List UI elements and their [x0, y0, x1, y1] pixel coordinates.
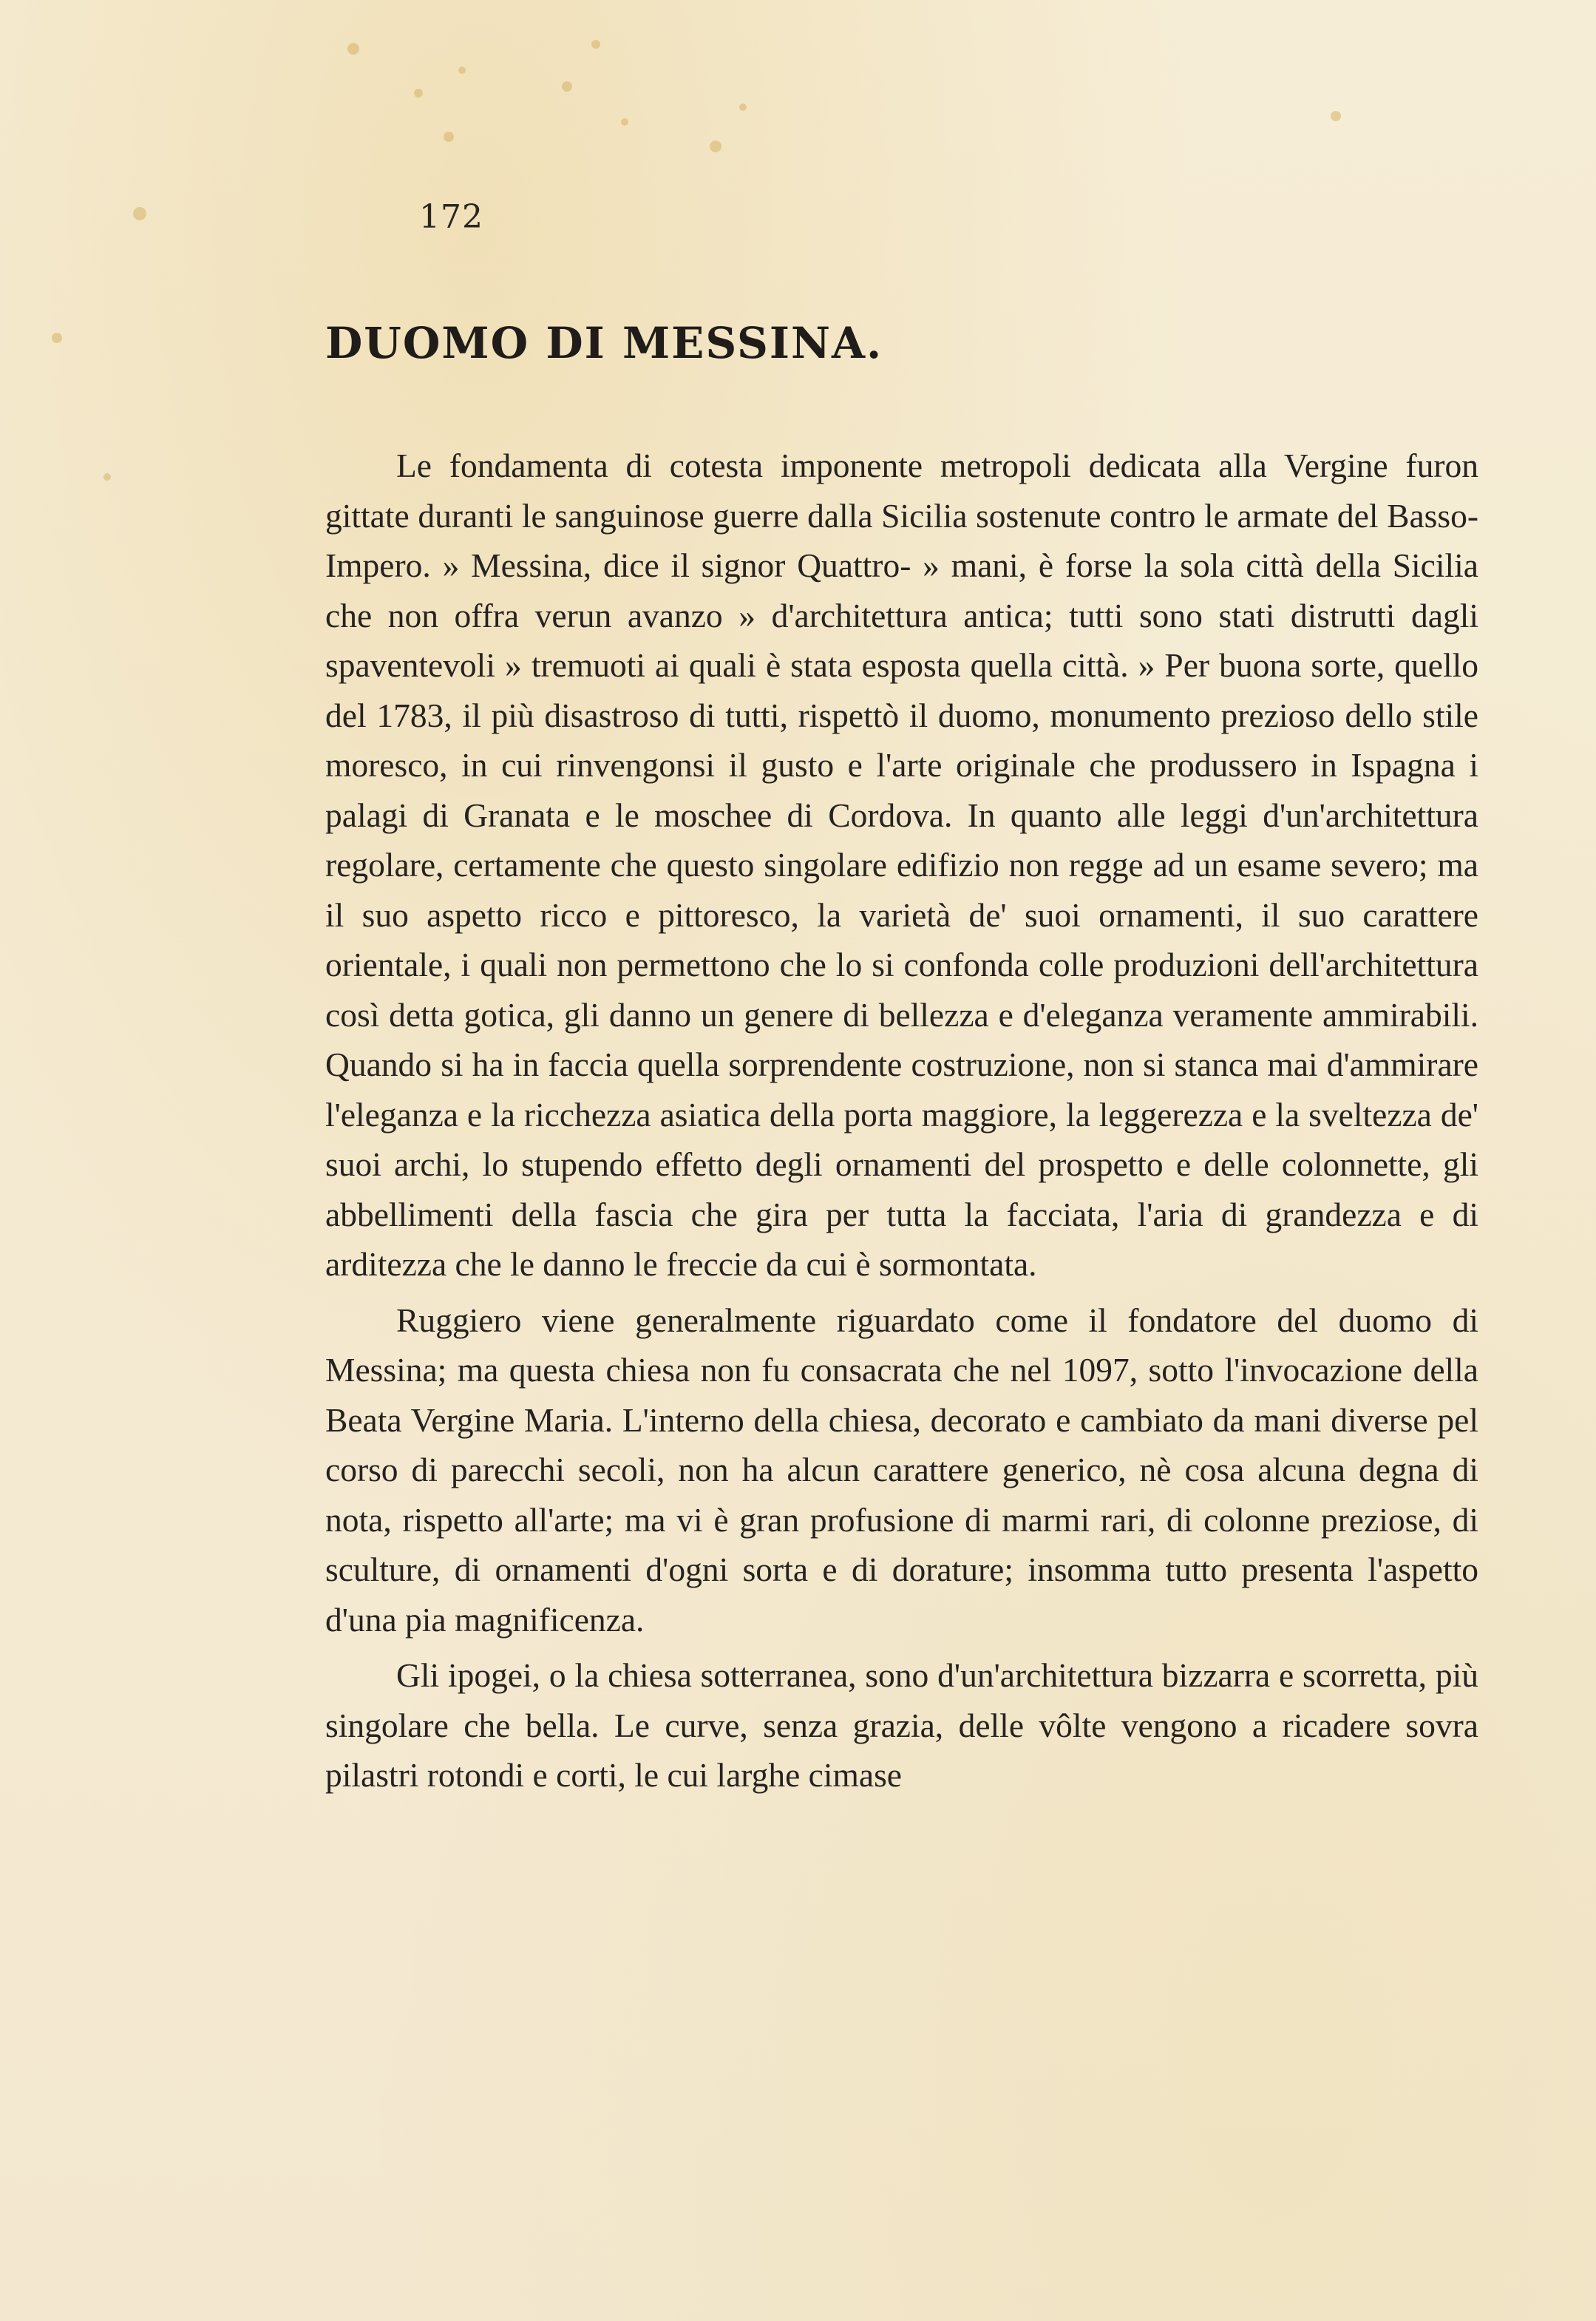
paragraph: Gli ipogei, o la chiesa sotterranea, sono d'un'architettura bizzarra e scorretta, più singolare che bella. Le curve, senza grazia, delle vôlte vengono a ricadere sovra pilastri rotondi e corti, le cui larghe cimase — [325, 1656, 1478, 1794]
foxing-spot — [103, 473, 111, 481]
foxing-spot — [591, 40, 600, 49]
page-number: 172 — [419, 198, 483, 236]
foxing-spot — [347, 43, 359, 55]
foxing-spot — [739, 104, 747, 111]
foxing-spot — [414, 89, 423, 98]
paragraph: Ruggiero viene generalmente riguardato come il fondatore del duomo di Messina; ma questa chiesa non fu consacrata che nel 1097, sotto l'invocazione della Beata Vergine Maria. L'interno della chiesa, decorato e cambiato da mani diverse pel corso di parecchi secoli, non ha alcun carattere generico, nè cosa alcuna degna di nota, rispetto all'arte; ma vi è gran profusione di marmi rari, di colonne preziose, di sculture, di ornamenti d'ogni sorta e di dorature; insomma tutto presenta l'aspetto d'una pia magnificenza. — [325, 1301, 1478, 1639]
foxing-spot — [621, 118, 628, 126]
foxing-spot — [52, 333, 62, 343]
foxing-spot — [458, 67, 466, 74]
foxing-spot — [562, 81, 572, 92]
foxing-spot — [1331, 111, 1341, 121]
foxing-spot — [444, 132, 454, 142]
page-title: DUOMO DI MESSINA. — [325, 318, 883, 368]
body-text — [325, 441, 1478, 1800]
foxing-spot — [133, 207, 146, 220]
foxing-spot — [710, 140, 721, 152]
paragraph: Le fondamenta di cotesta imponente metropoli dedicata alla Vergine furon gittate duranti le sanguinose guerre dalla Sicilia sostenute contro le armate del Basso-Impero. » Messina, dice il signor Quattro- » mani, è forse la sola città della Sicilia che non offra verun avanzo » d'architettura antica; tutti sono stati distrutti dagli spaventevoli » tremuoti ai quali è stata esposta quella città. » Per buona sorte, quello del 1783, il più disastroso di tutti, rispettò il duomo, monumento prezioso dello stile moresco, in cui rinvengonsi il gusto e l'arte originale che produssero in Ispagna i palagi di Granata e le moschee di Cordova. In quanto alle leggi d'un'architettura regolare, certamente che questo singolare edifizio non regge ad un esame severo; ma il suo aspetto ricco e pittoresco, la varietà de' suoi ornamenti, il suo carattere orientale, i quali non permettono che lo si confonda colle produzioni dell'architettura così detta gotica, gli danno un genere di bellezza e d'eleganza veramente ammirabili. Quando si ha in faccia quella sorprendente costruzione, non si stanca mai d'ammirare l'eleganza e la ricchezza asiatica della porta maggiore, la leggerezza e la sveltezza de' suoi archi, lo stupendo effetto degli ornamenti del prospetto e delle colonnette, gli abbellimenti della fascia che gira per tutta la facciata, l'aria di grandezza e di arditezza che le danno le freccie da cui è sormontata. — [325, 447, 1478, 1283]
